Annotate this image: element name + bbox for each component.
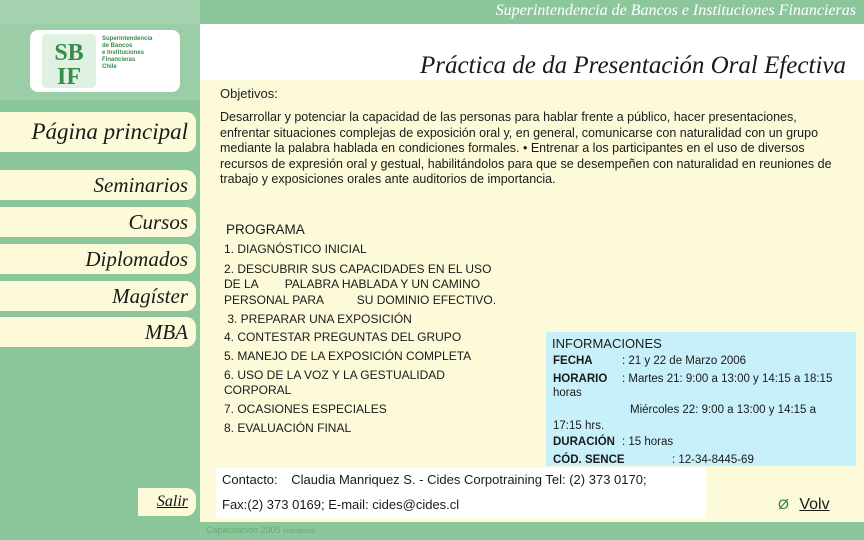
sence-label [553,454,625,466]
horas-text: horas [553,387,582,399]
duracion-value: : 15 horas [622,436,674,448]
nav-magister[interactable]: Magíster [0,281,196,311]
horario-label [553,373,607,385]
contacto-line-2: Fax:(2) 373 0169; E-mail: cides@cides.cl [222,497,460,512]
sence-label-text: CÓD. SENCE [553,454,625,466]
programa-item: 5. MANEJO DE LA EXPOSICIÓN COMPLETA [224,349,472,363]
miercoles-end-text: 17:15 hrs. [553,420,605,432]
footer-author: ycardenas [283,528,316,535]
nav-seminarios[interactable]: Seminarios [0,170,196,200]
volver-link[interactable] [778,496,830,514]
fecha-value: : 21 y 22 de Marzo 2006 [622,355,747,367]
nav-diplomados[interactable]: Diplomados [0,244,196,274]
logo-line: Superintendencia [102,36,153,42]
logo-line: Financieras [102,57,136,63]
fecha-label [553,355,593,367]
volver-label: Volv [799,496,830,513]
contacto-label: Contacto: [222,472,278,487]
svg-text:SB: SB [54,40,84,66]
page-title: Práctica de da Presentación Oral Efectiva [419,52,846,79]
footer-text [206,525,315,535]
programa-item: 6. USO DE LA VOZ Y LA GESTUALIDAD [224,368,445,382]
programa-item: 4. CONTESTAR PREGUNTAS DEL GRUPO [224,330,462,344]
miercoles-text: Miércoles 22: 9:00 a 13:00 y 14:15 a [630,404,817,416]
nav-pagina-principal[interactable]: Página principal [0,112,196,152]
duracion-label-text: DURACIÓN [553,436,615,448]
programa-item: CORPORAL [224,383,292,397]
programa-label: PROGRAMA [226,222,305,237]
programa-item: DE LA PALABRA HABLADA Y UN CAMINO [224,277,481,291]
salir-link[interactable]: Salir [138,488,196,516]
contacto-text: Claudia Manriquez S. - Cides Corpotraining Tel: (2) 373 0170; [291,472,647,487]
footer-bar [0,522,864,540]
nav-cursos[interactable]: Cursos [0,207,196,237]
logo-text [102,36,152,71]
programa-item: PERSONAL PARA SU DOMINIO EFECTIVO. [224,293,497,307]
programa-item: 2. DESCUBRIR SUS CAPACIDADES EN EL USO [224,262,492,276]
horario-label-text: HORARIO [553,373,608,385]
top-bar-left-panel [0,0,200,24]
arrow-right-icon: Ø [778,496,789,512]
nav-mba[interactable]: MBA [0,317,196,347]
programa-item: 3. PREPARAR UNA EXPOSICIÓN [224,312,412,326]
sbif-logo-mark-icon [42,34,96,88]
logo-line: e Instituciones [102,50,145,56]
horario-value: : Martes 21: 9:00 a 13:00 y 14:15 a 18:15 [622,373,833,385]
programa-item: 8. EVALUACIÓN FINAL [224,421,352,435]
programa-item: 1. DIAGNÓSTICO INICIAL [224,242,367,256]
informaciones-title: INFORMACIONES [552,336,662,351]
programa-item: 7. OCASIONES ESPECIALES [224,402,387,416]
sence-value: : 12-34-8445-69 [672,454,754,466]
logo-line: Chile [102,64,117,70]
svg-text:IF: IF [57,64,81,88]
objetivos-text: Desarrollar y potenciar la capacidad de las personas para hablar frente a público, hacer presentaciones, enfrentar situaciones complejas de exposición oral y, en general, comunicarse con naturalidad con un grupo mediante la palabra hablada en condiciones formales. • Entrenar a los participantes en el uso de diversos recursos de expresión oral y gestual, habilitándolos para que se desempeñen con naturalidad en reuniones de trabajo y exposiciones orales ante auditorios de importancia. [220,110,832,186]
fecha-label-text: FECHA [553,355,593,367]
sbif-logo[interactable] [30,30,180,92]
contacto-line-1 [222,472,647,487]
duracion-label [553,436,615,448]
logo-line: de Bancos [102,43,133,49]
objetivos-label: Objetivos: [220,86,278,101]
header-title: Superintendencia de Bancos e Instituciones Financieras [495,2,856,19]
footer-caption: Capacitación 2005 [206,525,281,535]
